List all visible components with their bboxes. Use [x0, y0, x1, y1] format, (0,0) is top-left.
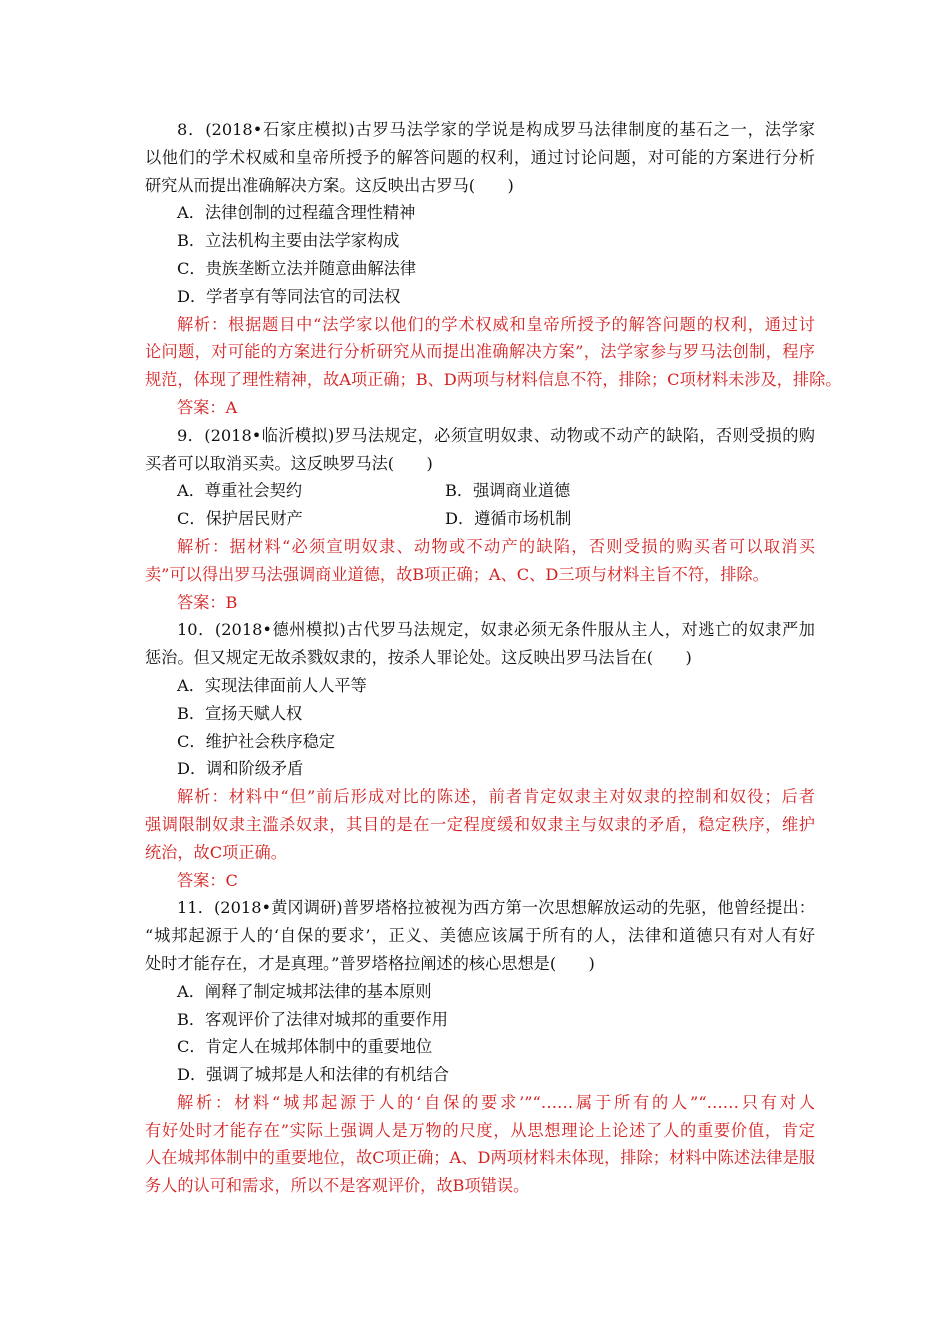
- analysis-line: 解析：材料中“但”前后形成对比的陈述，前者肯定奴隶主对奴隶的控制和奴役；后者: [177, 787, 815, 807]
- option-a: A．阐释了制定城邦法律的基本原则: [177, 981, 432, 1001]
- option-d: D．调和阶级矛盾: [177, 759, 304, 779]
- option-d: D．学者享有等同法官的司法权: [177, 286, 401, 306]
- document-page: [145, 116, 842, 1200]
- option-c: C．贵族垄断立法并随意曲解法律: [177, 258, 417, 278]
- question-9: [145, 422, 815, 617]
- question-stem-line: “城邦起源于人的‘自保的要求’，正义、美德应该属于所有的人，法律和道德只有对人有好: [145, 926, 815, 946]
- question-10: [145, 616, 815, 894]
- option-c: C．维护社会秩序稳定: [177, 731, 336, 751]
- analysis-line: 论问题，对可能的方案进行分析研究从而提出准确解决方案”，法学家参与罗马法创制，程序: [145, 342, 815, 362]
- option-b: B．宣扬天赋人权: [177, 703, 303, 723]
- analysis-line: 人在城邦体制中的重要地位，故C项正确；A、D两项材料未体现，排除；材料中陈述法律是服: [145, 1148, 815, 1168]
- option-a: A．尊重社会契约: [177, 481, 303, 501]
- analysis-line: 强调限制奴隶主滥杀奴隶，其目的是在一定程度缓和奴隶主与奴隶的矛盾，稳定秩序，维护: [145, 814, 815, 834]
- analysis-line: 解析：材料“城邦起源于人的‘自保的要求’”“……属于所有的人”“……只有对人: [177, 1092, 815, 1112]
- answer: 答案：A: [177, 397, 238, 417]
- question-11: [145, 894, 815, 1200]
- question-8: [145, 116, 842, 422]
- option-c: C．保护居民财产: [177, 509, 303, 529]
- analysis-line: 卖”可以得出罗马法强调商业道德，故B项正确；A、C、D三项与材料主旨不符，排除。: [145, 564, 769, 584]
- option-b: B．立法机构主要由法学家构成: [177, 231, 400, 251]
- question-stem-line: 8．(2018•石家庄模拟)古罗马法学家的学说是构成罗马法律制度的基石之一，法学家: [177, 120, 815, 139]
- question-stem-line: 研究从而提出准确解决方案。这反映出古罗马( ): [145, 175, 514, 195]
- question-stem-line: 9．(2018•临沂模拟)罗马法规定，必须宣明奴隶、动物或不动产的缺陷，否则受损的购: [177, 425, 815, 445]
- answer: 答案：B: [177, 592, 238, 612]
- option-c: C．肯定人在城邦体制中的重要地位: [177, 1037, 433, 1057]
- answer: 答案：C: [177, 870, 238, 890]
- analysis-line: 有好处时才能存在”实际上强调人是万物的尺度，从思想理论上论述了人的重要价值，肯定: [145, 1120, 815, 1140]
- option-row: [145, 505, 815, 533]
- question-stem-line: 以他们的学术权威和皇帝所授予的解答问题的权利，通过讨论问题，对可能的方案进行分析: [145, 147, 815, 167]
- question-stem-line: 11．(2018•黄冈调研)普罗塔格拉被视为西方第一次思想解放运动的先驱，他曾经提出：: [177, 898, 815, 918]
- analysis-line: 务人的认可和需求，所以不是客观评价，故B项错误。: [145, 1176, 530, 1196]
- option-d: D．强调了城邦是人和法律的有机结合: [177, 1065, 449, 1085]
- analysis-line: 统治，故C项正确。: [145, 842, 287, 862]
- option-b: B．客观评价了法律对城邦的重要作用: [177, 1009, 448, 1029]
- analysis-line: 规范，体现了理性精神，故A项正确；B、D两项与材料信息不符，排除；C项材料未涉及，排除。: [145, 370, 842, 390]
- analysis-line: 解析：根据题目中“法学家以他们的学术权威和皇帝所授予的解答问题的权利，通过讨: [177, 314, 815, 334]
- question-stem-line: 10．(2018•德州模拟)古代罗马法规定，奴隶必须无条件服从主人，对逃亡的奴隶严加: [177, 620, 815, 640]
- option-row: [145, 477, 815, 505]
- question-stem-line: 惩治。但又规定无故杀戮奴隶的，按杀人罪论处。这反映出罗马法旨在( ): [145, 648, 692, 668]
- option-a: A．实现法律面前人人平等: [177, 675, 367, 695]
- option-d: D．遵循市场机制: [445, 509, 572, 529]
- option-a: A．法律创制的过程蕴含理性精神: [177, 203, 416, 223]
- question-stem-line: 买者可以取消买卖。这反映罗马法( ): [145, 453, 433, 473]
- question-stem-line: 处时才能存在，才是真理。”普罗塔格拉阐述的核心思想是( ): [145, 953, 595, 973]
- option-b: B．强调商业道德: [445, 481, 571, 501]
- analysis-line: 解析：据材料“必须宣明奴隶、动物或不动产的缺陷，否则受损的购买者可以取消买: [177, 536, 815, 556]
